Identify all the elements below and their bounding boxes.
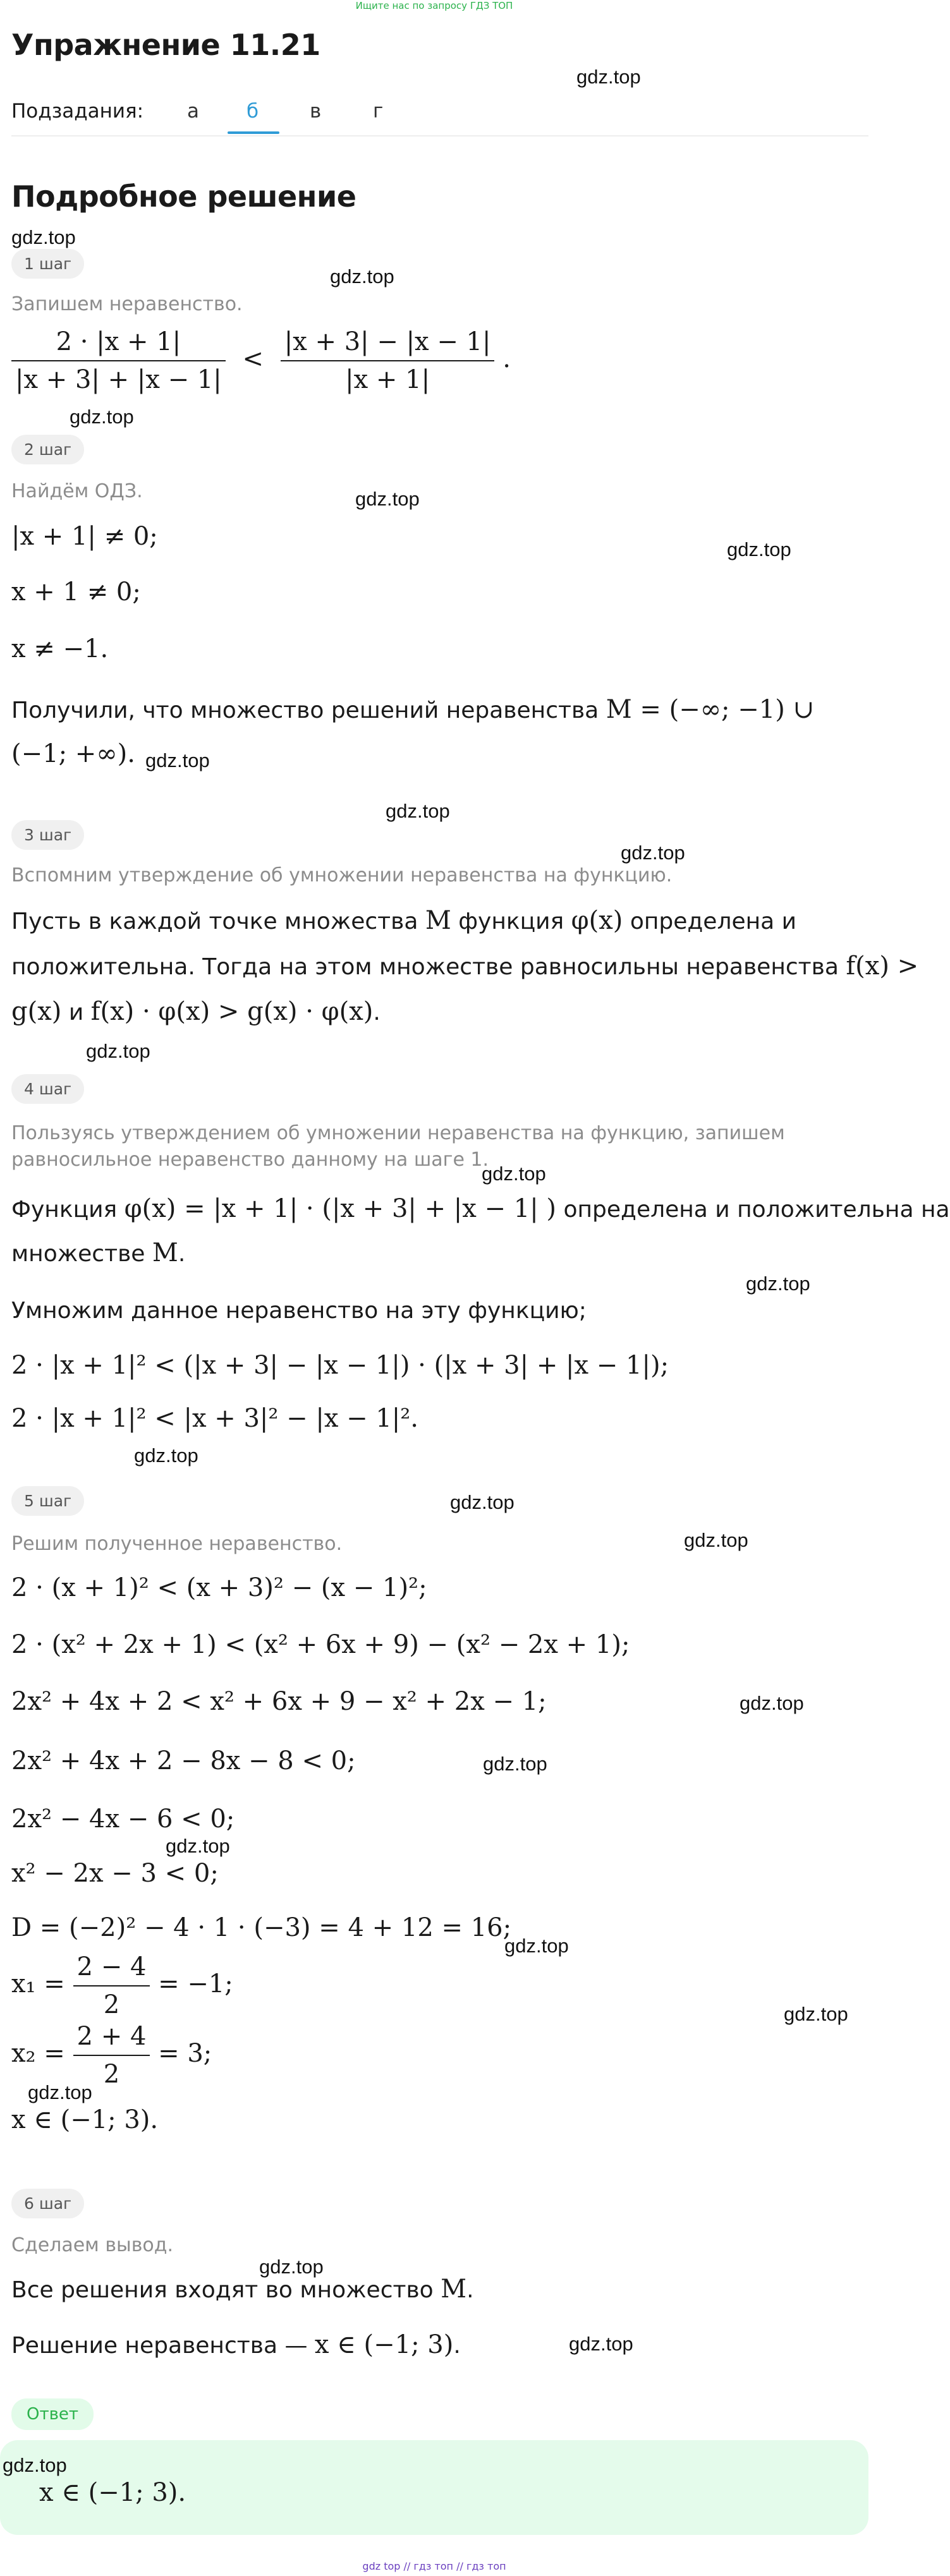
watermark: gdz.top: [450, 1491, 515, 1513]
math-line: 2 · |x + 1|² < |x + 3|² − |x − 1|².: [11, 1404, 419, 1433]
math-fragment: = 3;: [158, 2039, 212, 2068]
watermark: gdz.top: [684, 1529, 748, 1551]
frac-denominator: |x + 1|: [345, 365, 430, 394]
answer-badge: Ответ: [11, 2398, 94, 2430]
step-4-paragraph-line3: Умножим данное неравенство на эту функцию;: [11, 1298, 587, 1324]
step-3-paragraph-line3: [11, 997, 381, 1026]
math-inline: f(x) · φ(x) > g(x) · φ(x): [90, 997, 374, 1026]
math-fragment: x₁ =: [11, 1969, 65, 1999]
math-inline: M = (−∞; −1) ∪: [606, 695, 815, 724]
math-inline: M: [441, 2275, 467, 2304]
step-1-badge: 1 шаг: [11, 249, 84, 279]
text-fragment: и: [61, 1000, 91, 1025]
math-line: 2x² + 4x + 2 − 8x − 8 < 0;: [11, 1746, 356, 1775]
text-fragment: Решение неравенства —: [11, 2333, 315, 2359]
watermark: gdz.top: [145, 749, 210, 771]
frac-denominator: |x + 3| + |x − 1|: [15, 365, 222, 394]
watermark: gdz.top: [386, 800, 450, 822]
step-4-hint-line2: равносильное неравенство данному на шаге 1.: [11, 1149, 489, 1171]
text-fragment: Пусть в каждой точке множества: [11, 909, 425, 934]
step-6-hint: Сделаем вывод.: [11, 2234, 174, 2256]
frac-numerator: 2 + 4: [73, 2022, 150, 2056]
math-inline: φ(x) = |x + 1| · (|x + 3| + |x − 1| ): [124, 1194, 557, 1223]
watermark: gdz.top: [330, 265, 394, 287]
math-line: 2 · (x² + 2x + 1) < (x² + 6x + 9) − (x² − 2x + 1);: [11, 1630, 630, 1659]
step-4-paragraph-line2: [11, 1238, 185, 1267]
tab-subtask-v[interactable]: в: [310, 100, 322, 123]
step-3-paragraph-line1: [11, 906, 796, 935]
math-inline: g(x): [11, 997, 62, 1026]
divider: [11, 135, 868, 136]
math-line: 2x² − 4x − 6 < 0;: [11, 1805, 235, 1834]
watermark: gdz.top: [483, 1753, 547, 1775]
math-line: |x + 1| ≠ 0;: [11, 522, 158, 551]
answer-value: x ∈ (−1; 3).: [39, 2478, 186, 2507]
watermark: gdz.top: [746, 1273, 810, 1295]
math-line: 2 · (x + 1)² < (x + 3)² − (x − 1)²;: [11, 1573, 427, 1602]
watermark: gdz.top: [504, 1935, 569, 1957]
math-line: x ≠ −1.: [11, 634, 109, 663]
step-5-badge: 5 шаг: [11, 1486, 84, 1516]
watermark: gdz.top: [576, 66, 641, 88]
math-fragment: x₂ =: [11, 2039, 65, 2068]
tab-subtask-b[interactable]: б: [247, 100, 259, 123]
text-fragment: функция: [451, 909, 571, 934]
watermark: gdz.top: [3, 2454, 67, 2476]
frac-numerator: 2 · |x + 1|: [11, 327, 226, 361]
step-5-hint: Решим полученное неравенство.: [11, 1533, 343, 1555]
math-line: 2 · |x + 1|² < (|x + 3| − |x − 1|) · (|x + 3| + |x − 1|);: [11, 1351, 669, 1380]
subtasks-label: Подзадания:: [11, 100, 144, 123]
math-inline: M: [152, 1238, 178, 1267]
watermark: gdz.top: [259, 2256, 324, 2278]
step-1-hint: Запишем неравенство.: [11, 293, 243, 315]
solution-heading: Подробное решение: [11, 179, 356, 214]
text-fragment: .: [373, 1000, 381, 1025]
text-fragment: положительна. Тогда на этом множестве равносильны неравенства: [11, 954, 846, 980]
frac-numerator: 2 − 4: [73, 1952, 150, 1986]
text-fragment: .: [178, 1241, 186, 1267]
watermark: gdz.top: [482, 1163, 546, 1185]
step-4-badge: 4 шаг: [11, 1074, 84, 1104]
watermark: gdz.top: [134, 1444, 198, 1466]
inequality-sign: <: [242, 344, 264, 373]
period: .: [502, 344, 511, 373]
text-fragment: определена и: [623, 909, 797, 934]
text-fragment: определена и положительна на: [556, 1197, 950, 1223]
step-4-hint-line1: Пользуясь утверждением об умножении неравенства на функцию, запишем: [11, 1122, 785, 1144]
watermark: gdz.top: [569, 2333, 633, 2355]
step-4-paragraph-line1: [11, 1194, 950, 1223]
watermark: gdz.top: [70, 406, 134, 428]
root-x2: [11, 2022, 212, 2089]
step-1-formula: [11, 327, 511, 394]
step-3-badge: 3 шаг: [11, 820, 84, 850]
step-6-badge: 6 шаг: [11, 2189, 84, 2218]
text-fragment: .: [466, 2277, 474, 2303]
step-3-hint: Вспомним утверждение об умножении неравенства на функцию.: [11, 864, 673, 886]
math-line: (−1; +∞).: [11, 739, 135, 768]
frac-denominator: 2: [103, 2060, 120, 2089]
math-line: x ∈ (−1; 3).: [11, 2105, 159, 2134]
math-inline: x ∈ (−1; 3): [314, 2330, 454, 2359]
text-fragment: .: [453, 2333, 461, 2359]
watermark: gdz.top: [28, 2081, 92, 2103]
frac-numerator: |x + 3| − |x − 1|: [281, 327, 495, 361]
watermark: gdz.top: [784, 2003, 848, 2025]
footer-links[interactable]: gdz top // гдз топ // гдз топ: [362, 2560, 506, 2572]
watermark: gdz.top: [86, 1040, 150, 1062]
root-x1: [11, 1952, 233, 2019]
frac-denominator: 2: [103, 1990, 120, 2019]
math-inline: M: [425, 906, 451, 935]
watermark: gdz.top: [740, 1692, 804, 1714]
step-2-badge: 2 шаг: [11, 435, 84, 464]
step-2-text: [11, 695, 814, 724]
page-title: Упражнение 11.21: [11, 28, 320, 62]
math-line: x + 1 ≠ 0;: [11, 577, 141, 607]
text-fragment: множестве: [11, 1241, 152, 1267]
watermark: gdz.top: [11, 226, 76, 248]
text-fragment: Все решения входят во множество: [11, 2277, 441, 2303]
watermark: gdz.top: [727, 538, 791, 560]
math-inline: φ(x): [571, 906, 623, 935]
active-tab-indicator: [228, 131, 279, 134]
step-2-hint: Найдём ОДЗ.: [11, 480, 143, 502]
tab-subtask-g[interactable]: г: [373, 100, 384, 123]
math-line: x² − 2x − 3 < 0;: [11, 1859, 219, 1888]
math-fragment: = −1;: [158, 1969, 233, 1999]
step-3-paragraph-line2: [11, 952, 918, 981]
watermark: gdz.top: [166, 1835, 230, 1857]
step-6-paragraph-line1: [11, 2275, 474, 2304]
math-line: D = (−2)² − 4 · 1 · (−3) = 4 + 12 = 16;: [11, 1913, 512, 1942]
watermark: gdz.top: [355, 488, 420, 510]
math-line: 2x² + 4x + 2 < x² + 6x + 9 − x² + 2x − 1;: [11, 1687, 547, 1716]
watermark: gdz.top: [621, 842, 685, 864]
tab-subtask-a[interactable]: а: [187, 100, 199, 123]
math-inline: f(x) >: [846, 952, 919, 981]
text-fragment: Функция: [11, 1197, 125, 1223]
text-fragment: Получили, что множество решений неравенства: [11, 698, 606, 723]
top-ad-banner[interactable]: Ищите нас по запросу ГДЗ ТОП: [355, 0, 513, 11]
step-6-paragraph-line2: [11, 2330, 461, 2359]
